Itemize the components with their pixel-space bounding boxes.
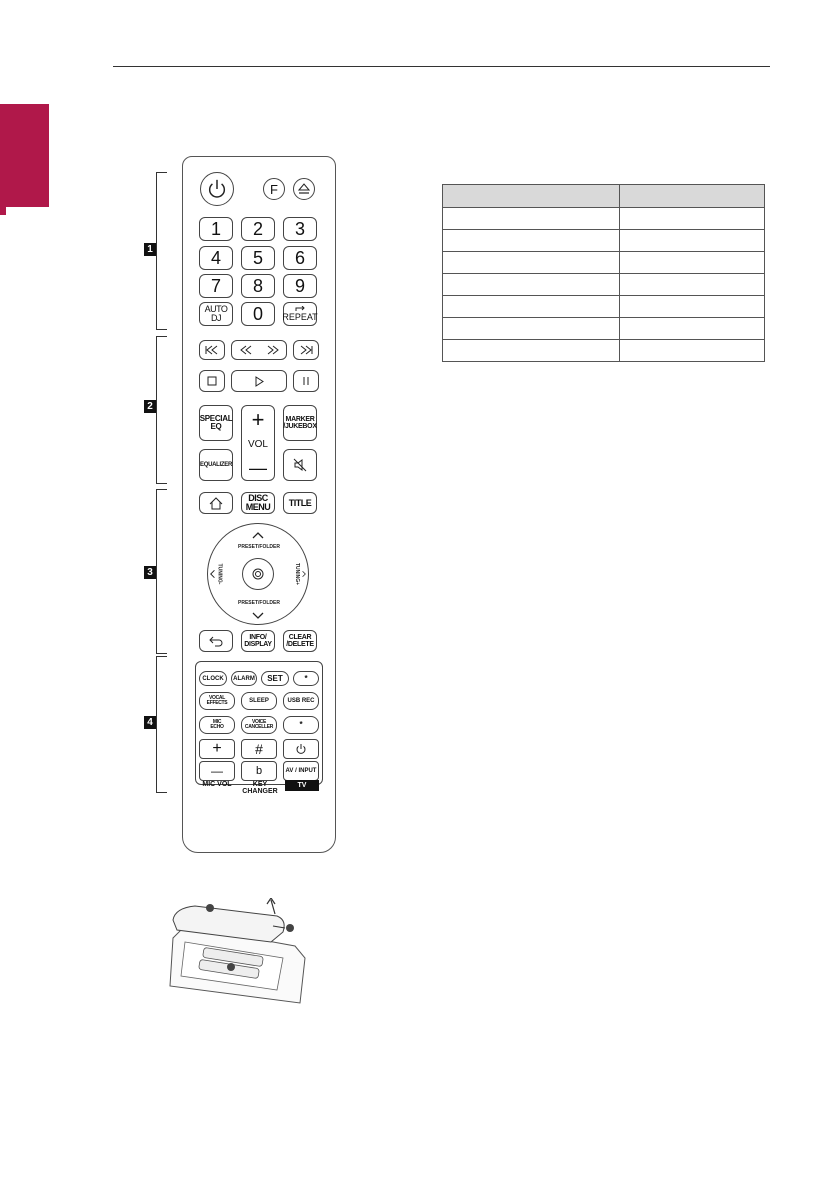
preset-folder-up-label: PRESET/FOLDER	[238, 544, 280, 550]
eject-icon	[298, 183, 310, 195]
function-button[interactable]: F	[263, 178, 285, 200]
auto-dj-button[interactable]: AUTO DJ	[199, 302, 233, 326]
tv-caption: TV	[285, 780, 319, 791]
number-8-button[interactable]: 8	[241, 274, 275, 298]
volume-rocker[interactable]	[241, 405, 275, 481]
number-2-button[interactable]: 2	[241, 217, 275, 241]
alarm-button[interactable]: ALARM	[231, 671, 257, 686]
pause-button[interactable]	[293, 370, 319, 392]
section-4-bracket	[156, 656, 167, 793]
chevron-down-icon	[252, 612, 264, 619]
rewind-icon	[239, 345, 253, 355]
mic-volume-up-button[interactable]: +	[199, 739, 235, 759]
section-3-bracket	[156, 489, 167, 654]
stop-button[interactable]	[199, 370, 225, 392]
repeat-label: REPEAT	[282, 312, 318, 322]
vocal-effects-button[interactable]: VOCAL EFFECTS	[199, 692, 235, 710]
stop-icon	[207, 376, 217, 386]
scan-button[interactable]	[231, 340, 287, 360]
table-row	[443, 230, 765, 252]
sleep-button[interactable]: SLEEP	[241, 692, 277, 710]
section-3-label: 3	[144, 566, 156, 579]
key-sharp-button[interactable]: #	[241, 739, 277, 759]
chapter-tab-marker	[0, 207, 6, 215]
enter-icon	[252, 568, 264, 580]
fast-forward-icon	[266, 345, 280, 355]
key-flat-button[interactable]: b	[241, 761, 277, 781]
key-changer-caption: KEY CHANGER	[242, 781, 278, 795]
table-row	[443, 252, 765, 274]
clock-button[interactable]: CLOCK	[199, 671, 227, 686]
mic-volume-down-button[interactable]: —	[199, 761, 235, 781]
table-row	[443, 274, 765, 296]
play-button[interactable]	[231, 370, 287, 392]
preset-folder-down-label: PRESET/FOLDER	[238, 600, 280, 606]
home-icon	[209, 497, 223, 510]
reference-table	[442, 184, 765, 362]
skip-forward-icon	[299, 345, 313, 355]
tv-power-button[interactable]	[283, 739, 319, 759]
mic-echo-button[interactable]: MIC ECHO	[199, 716, 235, 734]
volume-down-icon: —	[249, 458, 267, 478]
section-1-bracket	[156, 172, 167, 330]
title-button[interactable]: TITLE	[283, 492, 317, 514]
pause-icon	[302, 376, 310, 386]
number-5-button[interactable]: 5	[241, 246, 275, 270]
power-button[interactable]	[200, 172, 234, 206]
nav-right-button[interactable]	[286, 561, 306, 587]
av-input-button[interactable]: AV / INPUT	[283, 761, 319, 781]
nav-down-button[interactable]	[238, 600, 278, 622]
skip-back-icon	[205, 345, 219, 355]
volume-label: VOL	[247, 439, 268, 450]
usb-rec-button[interactable]: USB REC	[283, 692, 319, 710]
tuning-minus-label: TUNING-	[216, 563, 223, 585]
info-display-button[interactable]: INFO/ DISPLAY	[241, 630, 275, 652]
number-6-button[interactable]: 6	[283, 246, 317, 270]
clear-delete-button[interactable]: CLEAR /DELETE	[283, 630, 317, 652]
back-icon	[209, 636, 223, 647]
marker-jukebox-button[interactable]: MARKER /JUKEBOX	[283, 405, 317, 441]
star-button-2[interactable]: *	[283, 716, 319, 734]
skip-back-button[interactable]	[199, 340, 225, 360]
number-9-button[interactable]: 9	[283, 274, 317, 298]
tv-power-icon	[295, 743, 307, 755]
chapter-tab	[0, 104, 49, 207]
table-row	[443, 296, 765, 318]
equalizer-button[interactable]: EQUALIZER	[199, 449, 233, 481]
table-header-row	[443, 185, 765, 208]
mute-icon	[293, 458, 307, 472]
section-2-label: 2	[144, 400, 156, 413]
star-button-1[interactable]: *	[293, 671, 319, 686]
table-row	[443, 340, 765, 362]
home-button[interactable]	[199, 492, 233, 514]
nav-left-button[interactable]	[210, 561, 230, 587]
section-2-bracket	[156, 336, 167, 484]
table-row	[443, 208, 765, 230]
enter-button[interactable]	[242, 558, 274, 590]
number-3-button[interactable]: 3	[283, 217, 317, 241]
skip-forward-button[interactable]	[293, 340, 319, 360]
number-0-button[interactable]: 0	[241, 302, 275, 326]
set-button[interactable]: SET	[261, 671, 289, 686]
mute-button[interactable]	[283, 449, 317, 481]
mic-vol-caption: MIC VOL	[202, 781, 232, 788]
disc-menu-button[interactable]: DISC MENU	[241, 492, 275, 514]
back-button[interactable]	[199, 630, 233, 652]
table-row	[443, 318, 765, 340]
number-7-button[interactable]: 7	[199, 274, 233, 298]
battery-installation-illustration	[165, 898, 310, 1008]
repeat-button[interactable]	[283, 302, 317, 326]
section-1-label: 1	[144, 243, 156, 256]
remote-control	[182, 156, 336, 853]
nav-up-button[interactable]	[238, 526, 278, 548]
eject-button[interactable]	[293, 178, 315, 200]
chevron-left-icon	[210, 568, 215, 580]
chevron-right-icon	[302, 568, 306, 580]
play-icon	[254, 376, 264, 387]
special-eq-button[interactable]: SPECIAL EQ	[199, 405, 233, 441]
voice-canceller-button[interactable]: VOICE CANCELLER	[241, 716, 277, 734]
number-1-button[interactable]: 1	[199, 217, 233, 241]
header-rule	[113, 66, 770, 67]
power-icon	[206, 178, 228, 200]
chevron-up-icon	[252, 532, 264, 539]
volume-up-icon: +	[251, 407, 265, 432]
tuning-plus-label: TUNING+	[294, 562, 301, 586]
section-4-label: 4	[144, 716, 156, 729]
number-4-button[interactable]: 4	[199, 246, 233, 270]
